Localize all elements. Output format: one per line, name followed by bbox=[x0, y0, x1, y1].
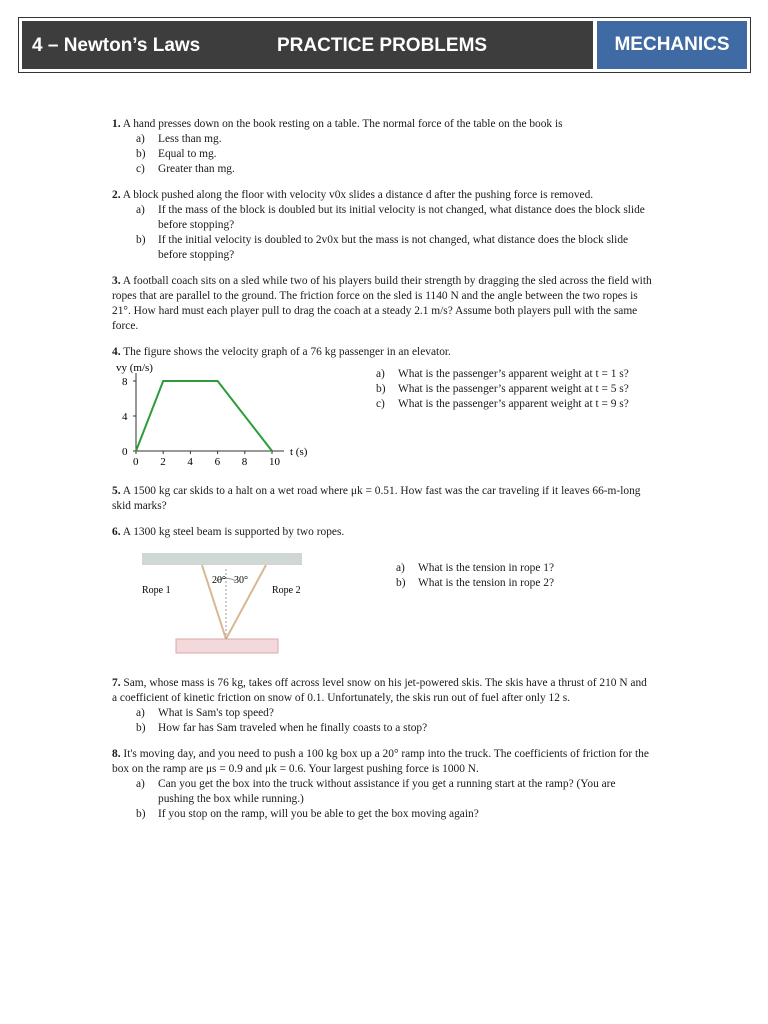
option: c) What is the passenger’s apparent weight at t = 9 s? bbox=[376, 398, 629, 410]
x-tick-label: 8 bbox=[241, 456, 248, 468]
problem-number: 2. bbox=[112, 189, 121, 201]
angle-label: 30° bbox=[234, 575, 248, 586]
x-tick-label: 4 bbox=[187, 456, 193, 468]
chapter-title: 4 – Newton’s Laws bbox=[32, 35, 201, 56]
problem-6 bbox=[112, 525, 652, 665]
problem-text: The figure shows the velocity graph of a 76 kg passenger in an elevator. bbox=[123, 346, 451, 358]
angle-label: 20° bbox=[212, 575, 226, 586]
problem-number: 8. bbox=[112, 748, 121, 760]
subject-badge: MECHANICS bbox=[597, 21, 747, 69]
option: b) How far has Sam traveled when he finally coasts to a stop? bbox=[136, 722, 428, 734]
y-tick-label: 0 bbox=[122, 446, 128, 458]
option: a) If the mass of the block is doubled but its initial velocity is not changed, what distance does the block slide before stopping? bbox=[136, 204, 645, 231]
y-axis-label: vy (m/s) bbox=[116, 362, 153, 374]
option: a) Less than mg. bbox=[136, 133, 222, 145]
option: b) Equal to mg. bbox=[136, 148, 217, 160]
option: b) What is the tension in rope 2? bbox=[396, 577, 555, 589]
problem-text: A football coach sits on a sled while two of his players build their strength by dragging the sled across the field with ropes that are parallel to the ground. The friction force on the sled is 1140 N and the angle between the two ropes is 21°. How hard must each player pull to drag the coach at a steady 2.1 m/s? Assume both players pull with the same force. bbox=[112, 275, 652, 332]
option: a) What is the tension in rope 1? bbox=[396, 562, 555, 574]
rope-label: Rope 1 bbox=[142, 585, 171, 596]
problem-number: 3. bbox=[112, 275, 121, 287]
option: a) What is the passenger’s apparent weight at t = 1 s? bbox=[376, 368, 629, 380]
problem-4 bbox=[112, 345, 652, 473]
velocity-graph bbox=[112, 359, 312, 469]
problem-text: A 1300 kg steel beam is supported by two ropes. bbox=[122, 526, 345, 538]
x-tick-label: 2 bbox=[160, 456, 166, 468]
x-tick-label: 0 bbox=[133, 456, 139, 468]
x-axis-label: t (s) bbox=[290, 446, 308, 458]
option: b) What is the passenger’s apparent weight at t = 5 s? bbox=[376, 383, 629, 395]
problem-5 bbox=[112, 484, 652, 514]
option: c) Greater than mg. bbox=[136, 163, 235, 175]
y-tick-label: 8 bbox=[122, 376, 128, 388]
option: b) If the initial velocity is doubled to 2v0x but the mass is not changed, what distance does the block slide before stopping? bbox=[136, 234, 629, 261]
ceiling bbox=[142, 553, 302, 565]
problem-3 bbox=[112, 274, 652, 334]
problem-text: It's moving day, and you need to push a 100 kg box up a 20° ramp into the truck. The coefficients of friction for the box on the ramp are μs = 0.9 and μk = 0.6. Your largest pushing force is 1000 N. bbox=[112, 748, 649, 775]
problem-8 bbox=[112, 747, 652, 822]
problem-text: A block pushed along the floor with velocity v0x slides a distance d after the pushing force is removed. bbox=[122, 189, 594, 201]
problem-2 bbox=[112, 188, 652, 263]
problem-number: 4. bbox=[112, 346, 121, 358]
page-header bbox=[18, 17, 751, 73]
header-banner bbox=[22, 21, 593, 69]
page-title: PRACTICE PROBLEMS bbox=[277, 35, 488, 56]
problem-number: 7. bbox=[112, 677, 121, 689]
option: a) Can you get the box into the truck without assistance if you get a running start at the ramp? (You are pushing the box while running.) bbox=[136, 778, 616, 805]
y-tick-label: 4 bbox=[122, 411, 128, 423]
steel-beam bbox=[176, 639, 278, 653]
x-tick-label: 6 bbox=[214, 456, 221, 468]
x-tick-label: 10 bbox=[269, 456, 280, 468]
problem-list bbox=[112, 117, 652, 833]
problem-7 bbox=[112, 676, 652, 736]
rope-diagram bbox=[142, 547, 302, 657]
problem-number: 6. bbox=[112, 526, 121, 538]
problem-text: A hand presses down on the book resting on a table. The normal force of the table on the book is bbox=[122, 118, 563, 130]
option: b) If you stop on the ramp, will you be able to get the box moving again? bbox=[136, 808, 479, 820]
velocity-series-line bbox=[136, 381, 272, 451]
problem-number: 5. bbox=[112, 485, 121, 497]
problem-text: Sam, whose mass is 76 kg, takes off across level snow on his jet-powered skis. The skis have a thrust of 210 N and a coefficient of kinetic friction on snow of 0.1. Unfortunately, the skis run out of fuel after only 12 s. bbox=[112, 677, 647, 704]
option: a) What is Sam's top speed? bbox=[136, 707, 274, 719]
problem-number: 1. bbox=[112, 118, 121, 130]
problem-1 bbox=[112, 117, 652, 177]
rope-label: Rope 2 bbox=[272, 585, 301, 596]
problem-text: A 1500 kg car skids to a halt on a wet road where μk = 0.51. How fast was the car traveling if it leaves 66-m-long skid marks? bbox=[112, 485, 641, 512]
